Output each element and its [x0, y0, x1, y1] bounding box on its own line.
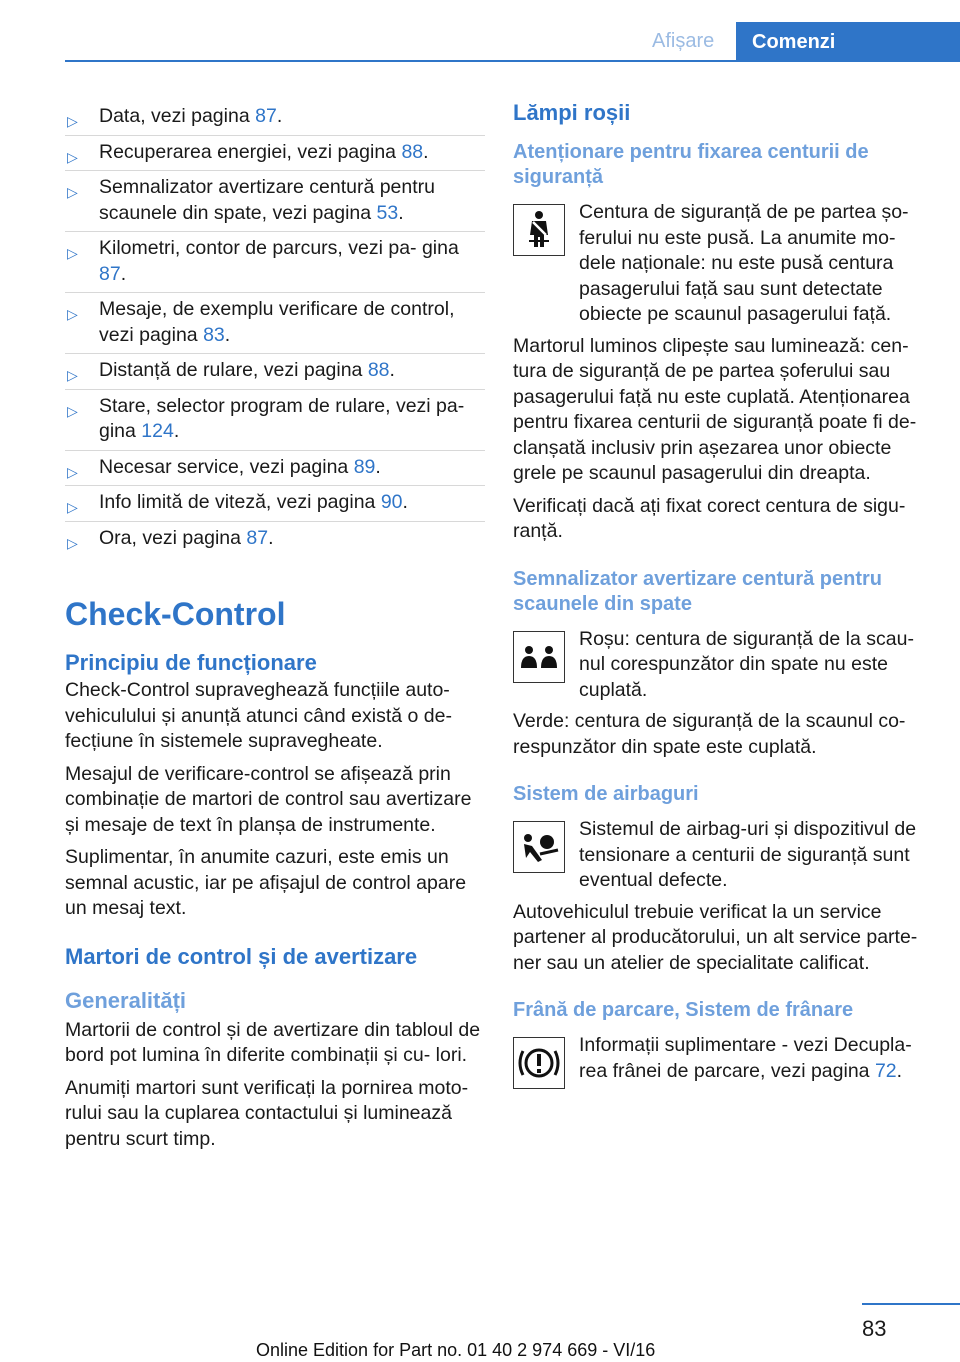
triangle-bullet-icon: ▷: [67, 184, 78, 200]
page-link[interactable]: 53: [376, 201, 399, 224]
triangle-bullet-icon: ▷: [67, 306, 78, 322]
page-link[interactable]: 89: [353, 455, 376, 478]
seatbelt-icon: [513, 204, 565, 256]
list-item: ▷ Recuperarea energiei, vezi pagina 88.: [65, 135, 485, 171]
seatbelt-warning-block: Centura de siguranță de pe partea șo‐ ferului nu este pusă. La anumite mo‐ dele naționale: nu este pusă centura pasagerului față sau sunt detectate obiecte pe scaunul pasagerului față.: [513, 200, 928, 328]
heading-martori: Martori de control și de avertizare: [65, 943, 418, 969]
paragraph: Check-Control supraveghează funcțiile auto‐ vehiculului și anunță atunci când există o de‐ fecțiune în sistemele supravegheate.: [65, 679, 452, 752]
brake-warning-icon: [513, 1037, 565, 1089]
page-link[interactable]: 124: [141, 420, 174, 442]
list-item: ▷ Mesaje, de exemplu verificare de control, vezi pagina 83.: [65, 292, 485, 353]
heading-principiu: Principiu de funcționare: [65, 650, 317, 675]
header-rule: [65, 60, 960, 62]
footer-rule: [862, 1303, 960, 1305]
section-tab-afisare[interactable]: Afișare: [652, 30, 715, 52]
triangle-bullet-icon: ▷: [67, 402, 78, 419]
page-link[interactable]: 90: [380, 491, 403, 513]
page-link[interactable]: 87: [255, 105, 277, 127]
heading-spate: Semnalizator avertizare centură pentru scaunele din spate: [513, 567, 883, 615]
triangle-bullet-icon: ▷: [67, 534, 78, 551]
section-title-check-control: Check-Control: [65, 596, 286, 632]
list-item: ▷ Stare, selector program de rulare, vezi pa‐ gina 124.: [65, 389, 485, 450]
page-link[interactable]: 72: [874, 1059, 897, 1082]
page-number: 83: [862, 1316, 887, 1341]
edition-footer: Online Edition for Part no. 01 40 2 974 669 - VI/16: [256, 1340, 656, 1360]
list-item: ▷ Info limită de viteză, vezi pagina 90.: [65, 485, 485, 521]
right-column: [513, 100, 928, 1097]
list-item: ▷ Semnalizator avertizare centură pentru scaunele din spate, vezi pagina 53.: [65, 170, 485, 231]
list-item: ▷ Ora, vezi pagina 87.: [65, 521, 485, 557]
triangle-bullet-icon: ▷: [67, 245, 78, 261]
paragraph: Autovehiculul trebuie verificat la un service partener al producătorului, un alt service parte‐ ner sau un atelier de specialitate calificat.: [513, 900, 918, 974]
triangle-bullet-icon: ▷: [67, 113, 78, 129]
heading-lampi-rosii: Lămpi roșii: [513, 100, 631, 125]
rear-seats-icon: [513, 631, 565, 683]
page-link[interactable]: 83: [203, 323, 225, 346]
page-link[interactable]: 87: [246, 526, 269, 549]
page-link[interactable]: 88: [367, 359, 390, 381]
heading-airbag: Sistem de airbaguri: [513, 783, 699, 805]
page-link[interactable]: 88: [401, 140, 424, 163]
paragraph: Verificați dacă ați fixat corect centura de sigu‐ ranță.: [513, 494, 906, 542]
paragraph: Martorul luminos clipește sau luminează: cen‐ tura de siguranță de pe partea șoferului sau pasagerului față nu este cuplată. Atenționarea pentru fixarea centurii de siguranță poate fi de‐ clanșată inclusiv prin așezarea unor obiecte grele pe scaunul pasagerului din dreapta.: [513, 334, 917, 484]
airbag-icon: [513, 821, 565, 873]
bullet-list: [65, 100, 485, 556]
triangle-bullet-icon: ▷: [67, 463, 78, 480]
paragraph: Anumiți martori sunt verificați la pornirea moto‐ rului sau la cuplarea contactului și luminează pentru scurt timp.: [65, 1076, 469, 1150]
rear-seat-warning-block: Roșu: centura de siguranță de la scau‐ nul corespunzător din spate nu este cuplată.: [513, 627, 928, 704]
triangle-bullet-icon: ▷: [67, 367, 78, 383]
page-header: [0, 0, 960, 62]
heading-frana: Frână de parcare, Sistem de frânare: [513, 999, 854, 1021]
list-item: ▷ Kilometri, contor de parcurs, vezi pa‐ gina 87.: [65, 231, 485, 292]
section-tab-comenzi[interactable]: Comenzi: [736, 22, 960, 60]
heading-generalitati: Generalități: [65, 987, 187, 1013]
paragraph: Suplimentar, în anumite cazuri, este emis un semnal acustic, iar pe afișajul de control apare un mesaj text.: [65, 846, 467, 919]
triangle-bullet-icon: ▷: [67, 499, 78, 515]
page-link[interactable]: 87: [99, 262, 121, 285]
paragraph: Martorii de control și de avertizare din tabloul de bord pot lumina în diferite combinații și cu‐ lori.: [65, 1018, 481, 1066]
triangle-bullet-icon: ▷: [67, 148, 78, 165]
paragraph: Mesajul de verificare-control se afișează prin combinație de martori de control sau avertizare și mesaje de text în planșa de instrumente.: [65, 762, 472, 836]
paragraph: Verde: centura de siguranță de la scaunul co‐ respunzător din spate este cuplată.: [513, 710, 906, 758]
list-item: ▷ Data, vezi pagina 87.: [65, 100, 485, 135]
brake-warning-block: Informații suplimentare - vezi Decupla‐ rea frânei de parcare, vezi pagina 72.: [513, 1033, 928, 1091]
heading-centura: Atenționare pentru fixarea centurii de siguranță: [513, 141, 869, 188]
left-column: [65, 100, 485, 1159]
list-item: ▷ Necesar service, vezi pagina 89.: [65, 450, 485, 486]
airbag-warning-block: Sistemul de airbag-uri și dispozitivul de tensionare a centurii de siguranță sunt eventual defecte.: [513, 817, 928, 894]
list-item: ▷ Distanță de rulare, vezi pagina 88.: [65, 353, 485, 389]
